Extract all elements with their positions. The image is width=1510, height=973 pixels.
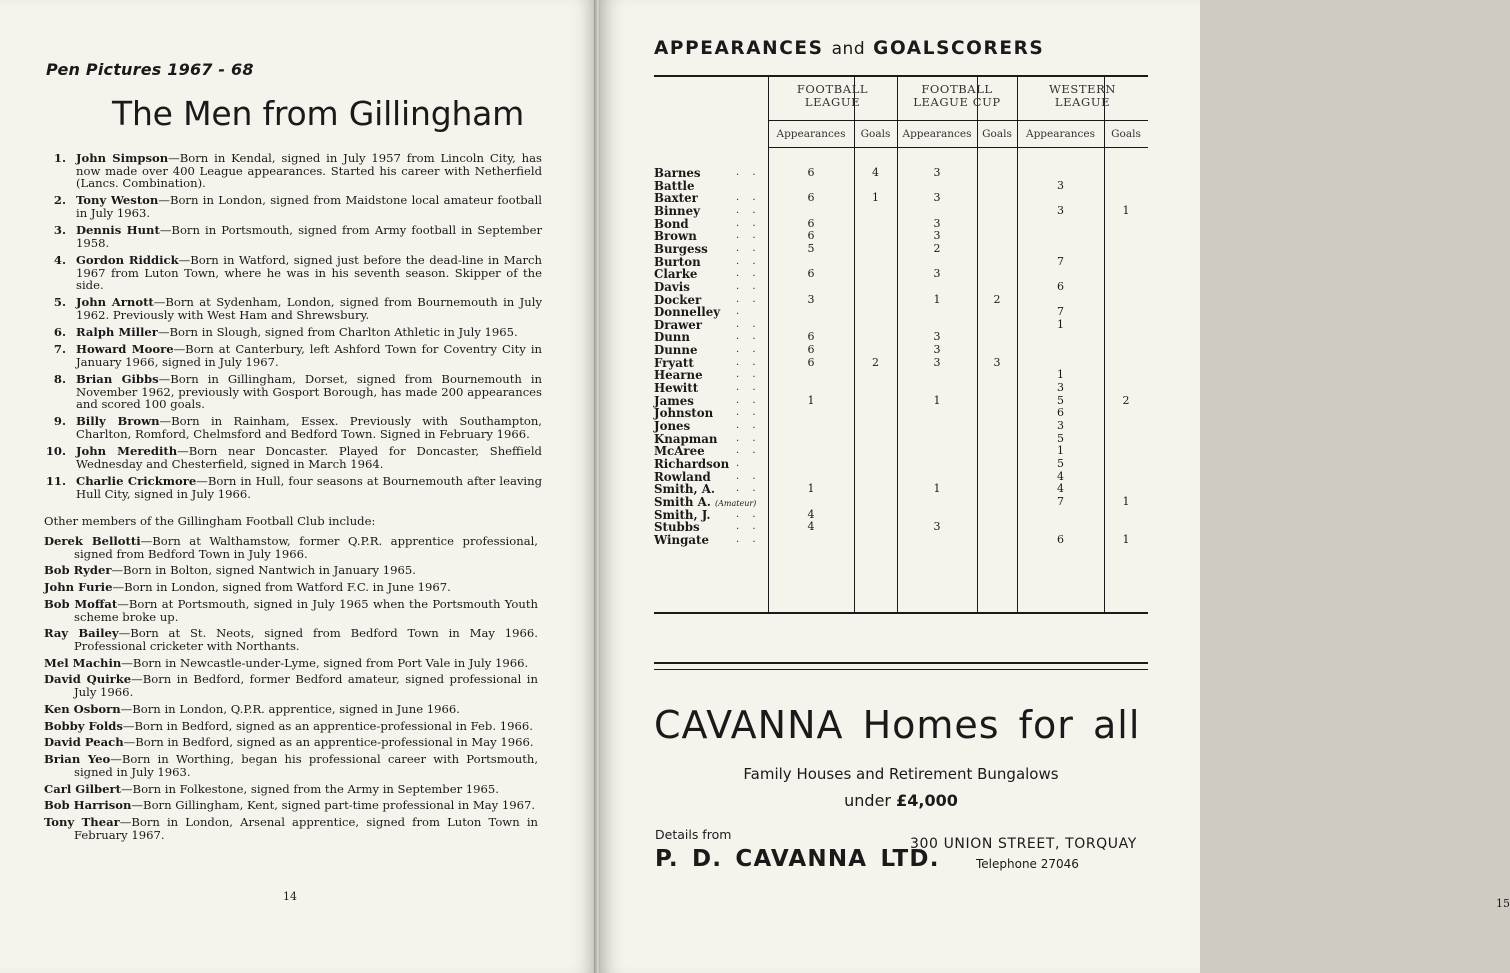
- player-bio: —Born at Canterbury, left Ashford Town for Coventry City in January 1966, signed in July 1967.: [76, 342, 543, 369]
- stat-cell: 6: [1057, 406, 1064, 420]
- player-name: Ralph Miller: [76, 325, 158, 340]
- player-bio: —Born in Portsmouth, signed from Army football in September 1958.: [76, 223, 542, 250]
- others-list: [44, 535, 538, 846]
- leader-dots: . .: [736, 293, 761, 305]
- row-name-text: Knapman: [654, 431, 718, 446]
- other-member-name: Ray Bailey: [44, 626, 119, 641]
- leader-dots: .: [736, 306, 745, 318]
- leader-dots: . .: [736, 483, 761, 495]
- stat-cell: 5: [1057, 431, 1064, 445]
- stat-cell: 4: [807, 507, 815, 521]
- leader-dots: . .: [736, 217, 761, 229]
- player-name: Charlie Crickmore: [76, 474, 197, 488]
- row-name-text: Dunne: [654, 343, 698, 358]
- other-member-entry: [44, 598, 538, 623]
- row-name-text: Battle: [654, 178, 695, 193]
- player-bio: —Born in Kendal, signed in July 1957 from Lincoln City, has now made over 400 League appearances. Started his career with Netherfield (Lancs. Combination).: [76, 151, 542, 191]
- player-bio: —Born in Gillingham, Dorset, signed from Bournemouth in November 1962, previously with Gosport Borough, has made 200 appearances and scored 100 goals.: [76, 372, 542, 412]
- stat-cell: 1: [872, 191, 879, 205]
- ad-price-value: £4,000: [896, 791, 958, 810]
- stat-cell: 2: [1122, 393, 1130, 407]
- series-heading: Pen Pictures 1967 - 68: [46, 60, 254, 79]
- leader-dots: . .: [736, 508, 761, 520]
- player-entry: [42, 475, 542, 500]
- player-number: 6.: [53, 325, 66, 340]
- row-name-text: Bond: [654, 216, 689, 231]
- other-member-bio: —Born in London, signed from Watford F.C. in June 1967.: [112, 580, 451, 595]
- other-member-bio: —Born in Bedford, signed as an apprentice-professional in May 1966.: [123, 735, 534, 750]
- other-member-name: John Furie: [44, 580, 113, 595]
- row-name-text: Binney: [654, 203, 700, 218]
- player-entry: [42, 326, 542, 339]
- other-member-entry: [44, 816, 538, 841]
- stat-cell: 3: [933, 520, 941, 534]
- other-member-name: Derek Bellotti: [44, 534, 141, 548]
- other-member-bio: —Born in London, Arsenal apprentice, signed from Luton Town in February 1967.: [74, 815, 538, 842]
- table-header-rule: [768, 147, 1148, 148]
- ad-phone: Telephone 27046: [976, 857, 1079, 871]
- other-member-entry: [44, 703, 538, 716]
- appearances-column-header: Appearances: [1025, 128, 1096, 140]
- row-name-text: Rowland: [654, 469, 711, 484]
- leader-dots: . .: [736, 445, 761, 457]
- other-member-entry: [44, 564, 538, 577]
- stat-cell: 2: [933, 241, 941, 255]
- stat-cell: 6: [807, 191, 815, 205]
- player-entry: [42, 254, 542, 292]
- leader-dots: . .: [736, 318, 761, 330]
- leader-dots: . .: [736, 192, 761, 204]
- ad-address: 300 UNION STREET, TORQUAY: [910, 836, 1137, 852]
- player-bio: —Born in London, signed from Maidstone local amateur football in July 1963.: [76, 193, 542, 220]
- stat-cell: 5: [1057, 393, 1064, 407]
- stat-cell: 3: [933, 343, 941, 357]
- leader-dots: . .: [736, 344, 761, 356]
- stat-cell: 3: [1057, 178, 1064, 192]
- appearances-column-header: Appearances: [776, 128, 846, 140]
- leader-dots: . .: [736, 280, 761, 292]
- row-name-text: Smith A.: [654, 494, 711, 509]
- row-name-text: Brown: [654, 229, 697, 244]
- row-name-text: Donnelley: [654, 305, 721, 320]
- player-entry: [42, 194, 542, 219]
- leader-dots: . .: [736, 470, 761, 482]
- table-header-rule: [768, 120, 1148, 121]
- stat-cell: 6: [1057, 279, 1064, 293]
- page-number-right: 15: [1496, 897, 1510, 910]
- other-member-bio: —Born in Bedford, signed as an apprentice-professional in Feb. 1966.: [122, 718, 533, 733]
- player-name: John Arnott: [76, 295, 154, 310]
- stat-cell: 1: [1122, 203, 1130, 217]
- player-number: 10.: [45, 444, 66, 459]
- row-name-text: Dunn: [654, 330, 690, 345]
- other-member-entry: [44, 799, 538, 812]
- ad-title: CAVANNA Homes for all: [654, 703, 1141, 747]
- other-member-entry: [44, 736, 538, 749]
- goals-column-header: Goals: [860, 128, 891, 140]
- row-name-text: Smith, A.: [654, 482, 715, 497]
- ad-divider-rule: [654, 662, 1148, 670]
- player-number: 7.: [53, 342, 66, 357]
- other-member-name: Tony Thear: [44, 815, 120, 830]
- ad-price: [654, 791, 1148, 810]
- other-member-entry: [44, 720, 538, 733]
- row-name-text: Stubbs: [654, 520, 700, 535]
- other-member-entry: [44, 581, 538, 594]
- other-member-bio: —Born in Newcastle-under-Lyme, signed from Port Vale in July 1966.: [121, 655, 529, 670]
- appearances-table: [654, 75, 1148, 614]
- stat-cell: 6: [807, 229, 815, 243]
- row-name-text: Clarke: [654, 267, 698, 282]
- group-header-line: FOOTBALL: [796, 82, 869, 96]
- other-member-name: Bob Moffat: [44, 596, 118, 611]
- player-entry: [42, 224, 542, 249]
- player-name: Tony Weston: [76, 193, 159, 208]
- stat-cell: 1: [933, 393, 941, 407]
- stat-cell: 1: [1057, 317, 1064, 331]
- player-bio: —Born in Hull, four seasons at Bournemouth after leaving Hull City, signed in July 1966.: [76, 474, 542, 501]
- leader-dots: . .: [736, 521, 761, 533]
- group-header-line: LEAGUE CUP: [913, 95, 1001, 109]
- row-name-text: Fryatt: [654, 355, 694, 370]
- row-name-text: Hearne: [654, 368, 703, 383]
- leader-dots: . .: [736, 382, 761, 394]
- leader-dots: . .: [736, 356, 761, 368]
- stat-cell: 4: [807, 520, 815, 534]
- other-member-name: Brian Yeo: [44, 752, 111, 767]
- stat-cell: 6: [807, 330, 815, 344]
- other-member-bio: —Born in Bolton, signed Nantwich in January 1965.: [111, 563, 416, 578]
- stat-cell: 6: [807, 343, 815, 357]
- stat-cell: 6: [807, 216, 815, 230]
- row-name-text: Burton: [654, 254, 701, 269]
- leader-dots: . .: [736, 369, 761, 381]
- leader-dots: . .: [736, 242, 761, 254]
- leader-dots: . .: [736, 204, 761, 216]
- leader-dots: . .: [736, 255, 761, 267]
- row-name-text: Hewitt: [654, 381, 699, 396]
- stat-cell: 4: [1057, 469, 1064, 483]
- ad-details-label: Details from: [655, 827, 732, 842]
- stat-cell: 1: [933, 482, 941, 496]
- other-member-bio: —Born in Worthing, began his professional career with Portsmouth, signed in July 1963.: [74, 752, 539, 779]
- row-name-text: Davis: [654, 279, 690, 294]
- other-member-bio: —Born in Bedford, former Bedford amateur, signed professional in July 1966.: [74, 672, 538, 700]
- player-list: [42, 152, 542, 505]
- leader-dots: . .: [736, 230, 761, 242]
- player-entry: [42, 152, 542, 190]
- player-bio: —Born at Sydenham, London, signed from Bournemouth in July 1962. Previously with West Ham and Shrewsbury.: [76, 295, 542, 322]
- stat-cell: 3: [1057, 381, 1064, 395]
- player-name: Billy Brown: [76, 414, 160, 429]
- stat-cell: 3: [933, 267, 941, 281]
- ad-subtitle: Family Houses and Retirement Bungalows: [743, 765, 1059, 783]
- others-intro: Other members of the Gillingham Football Club include:: [44, 514, 376, 528]
- stat-cell: 3: [933, 355, 941, 369]
- stat-cell: 1: [1057, 368, 1064, 382]
- page-number-left: 14: [283, 890, 297, 903]
- left-page: [0, 0, 596, 973]
- stat-cell: 3: [1057, 419, 1064, 432]
- other-member-entry: [44, 673, 538, 698]
- stat-cell: 6: [1057, 532, 1064, 546]
- leader-dots: . .: [736, 167, 761, 178]
- other-member-name: David Peach: [44, 735, 124, 750]
- player-name: Gordon Riddick: [76, 252, 179, 267]
- row-name-text: Jones: [654, 419, 691, 433]
- stat-cell: 3: [933, 229, 941, 243]
- table-group-header: [897, 83, 1017, 109]
- appearances-column-header: Appearances: [902, 128, 972, 140]
- player-bio: —Born in Slough, signed from Charlton Athletic in July 1965.: [157, 325, 518, 340]
- stat-cell: 2: [872, 355, 879, 369]
- stat-cell: 1: [933, 292, 941, 306]
- other-member-entry: [44, 783, 538, 796]
- leader-dots: . .: [736, 407, 761, 419]
- other-member-bio: —Born at Walthamstow, former Q.P.R. apprentice professional, signed from Bedford Town in July 1966.: [74, 534, 538, 561]
- leader-dots: . .: [736, 268, 761, 280]
- row-name-text: Richardson: [654, 456, 730, 471]
- other-member-name: Mel Machin: [44, 655, 122, 670]
- amateur-note: (Amateur): [715, 498, 757, 508]
- other-member-name: Bob Ryder: [44, 563, 112, 578]
- table-group-header: [768, 83, 897, 109]
- goals-column-header: Goals: [982, 128, 1012, 140]
- stat-cell: 6: [807, 267, 815, 281]
- stats-heading: [654, 38, 1044, 59]
- player-name: Brian Gibbs: [76, 372, 159, 387]
- leader-dots: .: [736, 457, 745, 469]
- row-name-text: Docker: [654, 292, 702, 307]
- stat-cell: 1: [807, 482, 815, 496]
- player-number: 4.: [53, 252, 66, 267]
- player-row-name: [654, 534, 768, 547]
- other-member-name: Bob Harrison: [44, 798, 132, 813]
- row-name-text: Drawer: [654, 317, 702, 332]
- stat-cell: 7: [1057, 254, 1064, 268]
- player-name: John Simpson: [76, 151, 169, 165]
- player-number: 8.: [53, 372, 66, 387]
- ad-price-prefix: under: [844, 791, 897, 810]
- page-title: The Men from Gillingham: [112, 94, 525, 133]
- table-column-rule: [854, 77, 855, 612]
- player-number: 1.: [53, 151, 66, 165]
- leader-dots: . .: [736, 394, 761, 406]
- group-header-line: FOOTBALL: [921, 82, 993, 96]
- stat-cell: 7: [1057, 494, 1064, 508]
- player-entry: [42, 445, 542, 470]
- stat-cell: 2: [993, 292, 1001, 306]
- row-name-text: Johnston: [654, 406, 714, 421]
- row-name-text: James: [654, 393, 694, 408]
- other-member-entry: [44, 535, 538, 560]
- group-header-line: LEAGUE: [804, 95, 861, 109]
- stat-cell: 1: [1122, 494, 1130, 508]
- stat-cell: 1: [807, 393, 815, 407]
- row-name-text: McAree: [654, 444, 705, 459]
- other-member-entry: [44, 657, 538, 670]
- stat-cell: 5: [807, 241, 815, 255]
- other-member-bio: —Born in Folkestone, signed from the Army in September 1965.: [120, 781, 499, 796]
- leader-dots: . .: [736, 533, 761, 545]
- stat-cell: 3: [993, 355, 1001, 369]
- stat-cell: 6: [807, 166, 815, 179]
- other-member-bio: —Born in London, Q.P.R. apprentice, signed in June 1966.: [120, 701, 460, 716]
- table-group-header: [1017, 83, 1148, 109]
- player-entry: [42, 415, 542, 440]
- goals-column-header: Goals: [1111, 128, 1141, 140]
- heading-goalscorers: GOALSCORERS: [873, 38, 1045, 59]
- table-column-rule: [1104, 77, 1105, 612]
- stat-cell: 3: [1057, 203, 1064, 217]
- player-name: Howard Moore: [76, 342, 174, 357]
- leader-dots: . .: [736, 432, 761, 444]
- ad-company: P. D. CAVANNA LTD.: [655, 846, 940, 872]
- other-member-name: Carl Gilbert: [44, 781, 121, 796]
- row-name-text: Burgess: [654, 241, 708, 256]
- stat-cell: 1: [1057, 444, 1064, 458]
- player-name: Dennis Hunt: [76, 223, 160, 238]
- stat-cell: 3: [933, 166, 941, 179]
- row-name-text: Barnes: [654, 166, 701, 180]
- table-column-rule: [977, 77, 978, 612]
- stat-cell: 7: [1057, 305, 1064, 319]
- stat-cell: 6: [807, 355, 815, 369]
- stat-cell: 4: [872, 166, 879, 179]
- player-entry: [42, 296, 542, 321]
- player-entry: [42, 343, 542, 368]
- player-number: 9.: [53, 414, 66, 429]
- player-bio: —Born in Watford, signed just before the dead-line in March 1967 from Luton Town, where he was in his seventh season. Skipper of the side.: [76, 252, 543, 293]
- other-member-name: David Quirke: [44, 672, 132, 687]
- row-name-text: Baxter: [654, 191, 698, 206]
- stat-cell: 4: [1057, 482, 1064, 496]
- row-name-text: Smith, J.: [654, 507, 711, 522]
- stat-cell: 3: [807, 292, 815, 306]
- group-header-line: WESTERN: [1048, 82, 1117, 96]
- stat-cell: 3: [933, 216, 941, 230]
- player-number: 11.: [45, 474, 66, 488]
- leader-dots: . .: [736, 331, 761, 343]
- other-member-bio: —Born Gillingham, Kent, signed part-time professional in May 1967.: [131, 798, 536, 813]
- heading-appearances: APPEARANCES: [654, 38, 824, 59]
- player-name: John Meredith: [76, 444, 178, 459]
- table-column-rule: [1017, 77, 1018, 612]
- player-bio: —Born in Rainham, Essex. Previously with Southampton, Charlton, Romford, Chelmsford and Bedford Town. Signed in February 1966.: [76, 414, 542, 442]
- stat-cell: 3: [933, 191, 941, 205]
- other-member-bio: —Born at St. Neots, signed from Bedford Town in May 1966. Professional cricketer with Northants.: [74, 626, 538, 653]
- stat-cell: 5: [1057, 456, 1064, 470]
- other-member-entry: [44, 627, 538, 652]
- other-member-bio: —Born at Portsmouth, signed in July 1965 when the Portsmouth Youth scheme broke up.: [74, 596, 538, 624]
- player-bio: —Born near Doncaster. Played for Doncaster, Sheffield Wednesday and Chesterfield, signed in March 1964.: [76, 444, 542, 471]
- leader-dots: . .: [736, 420, 761, 431]
- player-number: 2.: [53, 193, 66, 208]
- player-number: 3.: [53, 223, 66, 238]
- player-entry: [42, 373, 542, 411]
- group-header-line: LEAGUE: [1054, 95, 1111, 109]
- other-member-entry: [44, 753, 538, 778]
- other-member-name: Bobby Folds: [44, 718, 123, 733]
- heading-and: and: [831, 39, 866, 59]
- stat-cell: 1: [1122, 532, 1130, 546]
- other-member-name: Ken Osborn: [44, 701, 121, 716]
- stat-cell: 3: [933, 330, 941, 344]
- player-number: 5.: [53, 295, 66, 310]
- row-name-text: Wingate: [654, 532, 709, 547]
